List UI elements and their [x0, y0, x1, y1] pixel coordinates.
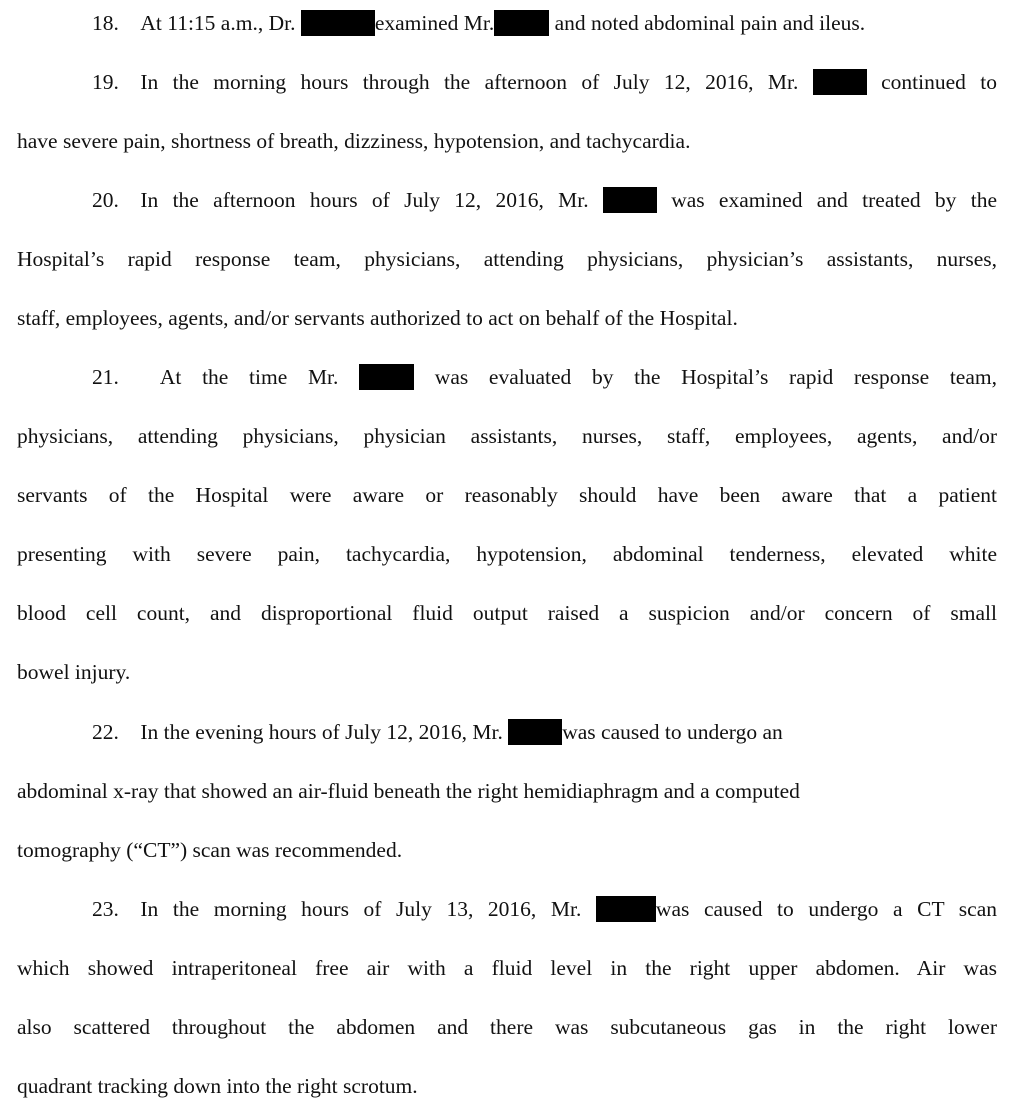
redaction-box [359, 364, 414, 390]
paragraph-20-line-3: staff, employees, agents, and/or servants authorized to act on behalf of the Hospital. [17, 306, 738, 330]
paragraph-21-line-5: blood cell count, and disproportional fluid output raised a suspicion and/or concern of small [17, 601, 997, 625]
para22-text-a: 22. In the evening hours of July 12, 2016, Mr. [92, 720, 509, 744]
paragraph-19-line-1 [17, 67, 997, 97]
paragraph-19-line-2: have severe pain, shortness of breath, dizziness, hypotension, and tachycardia. [17, 129, 691, 153]
para18-text-c: and noted abdominal pain and ileus. [549, 11, 866, 35]
paragraph-21-line-2: physicians, attending physicians, physician assistants, nurses, staff, employees, agents, and/or [17, 424, 997, 448]
para23-text-b: was caused to undergo a CT scan [655, 897, 997, 921]
paragraph-21-line-4: presenting with severe pain, tachycardia, hypotension, abdominal tenderness, elevated white [17, 542, 997, 566]
para18-text-b: examined Mr. [374, 11, 495, 35]
para20-text-a: 20. In the afternoon hours of July 12, 2016, Mr. [92, 188, 603, 212]
redaction-box [494, 10, 549, 36]
paragraph-20-line-2: Hospital’s rapid response team, physicians, attending physicians, physician’s assistants, nurses, [17, 247, 997, 271]
para22-text-b: was caused to undergo an [562, 720, 783, 744]
paragraph-22-line-1 [17, 717, 997, 747]
para21-text-a: 21. At the time Mr. [92, 365, 360, 389]
para19-text-a: 19. In the morning hours through the afternoon of July 12, 2016, Mr. [92, 70, 813, 94]
para18-text-a: 18. At 11:15 a.m., Dr. [92, 11, 301, 35]
paragraph-21-line-1 [17, 362, 997, 392]
paragraph-21-line-3: servants of the Hospital were aware or reasonably should have been aware that a patient [17, 483, 997, 507]
paragraph-23-line-1 [17, 894, 997, 924]
paragraph-20-line-1 [17, 185, 997, 215]
redaction-box [603, 187, 657, 213]
paragraph-23-line-2: which showed intraperitoneal free air with a fluid level in the right upper abdomen. Air was [17, 956, 997, 980]
para21-text-b: was evaluated by the Hospital’s rapid response team, [414, 365, 997, 389]
redaction-box [301, 10, 375, 36]
redaction-box [596, 896, 656, 922]
para19-text-b: continued to [866, 70, 997, 94]
paragraph-22-line-2: abdominal x-ray that showed an air-fluid beneath the right hemidiaphragm and a computed [17, 779, 800, 803]
redaction-box [508, 719, 562, 745]
paragraph-22-line-3: tomography (“CT”) scan was recommended. [17, 838, 403, 862]
para20-text-b: was examined and treated by the [656, 188, 997, 212]
para23-text-a: 23. In the morning hours of July 13, 2016, Mr. [92, 897, 596, 921]
paragraph-23-line-4: quadrant tracking down into the right scrotum. [17, 1074, 418, 1098]
paragraph-18-line-1 [17, 8, 997, 38]
redaction-box [813, 69, 867, 95]
paragraph-21-line-6: bowel injury. [17, 660, 131, 684]
paragraph-23-line-3: also scattered throughout the abdomen and there was subcutaneous gas in the right lower [17, 1015, 997, 1039]
